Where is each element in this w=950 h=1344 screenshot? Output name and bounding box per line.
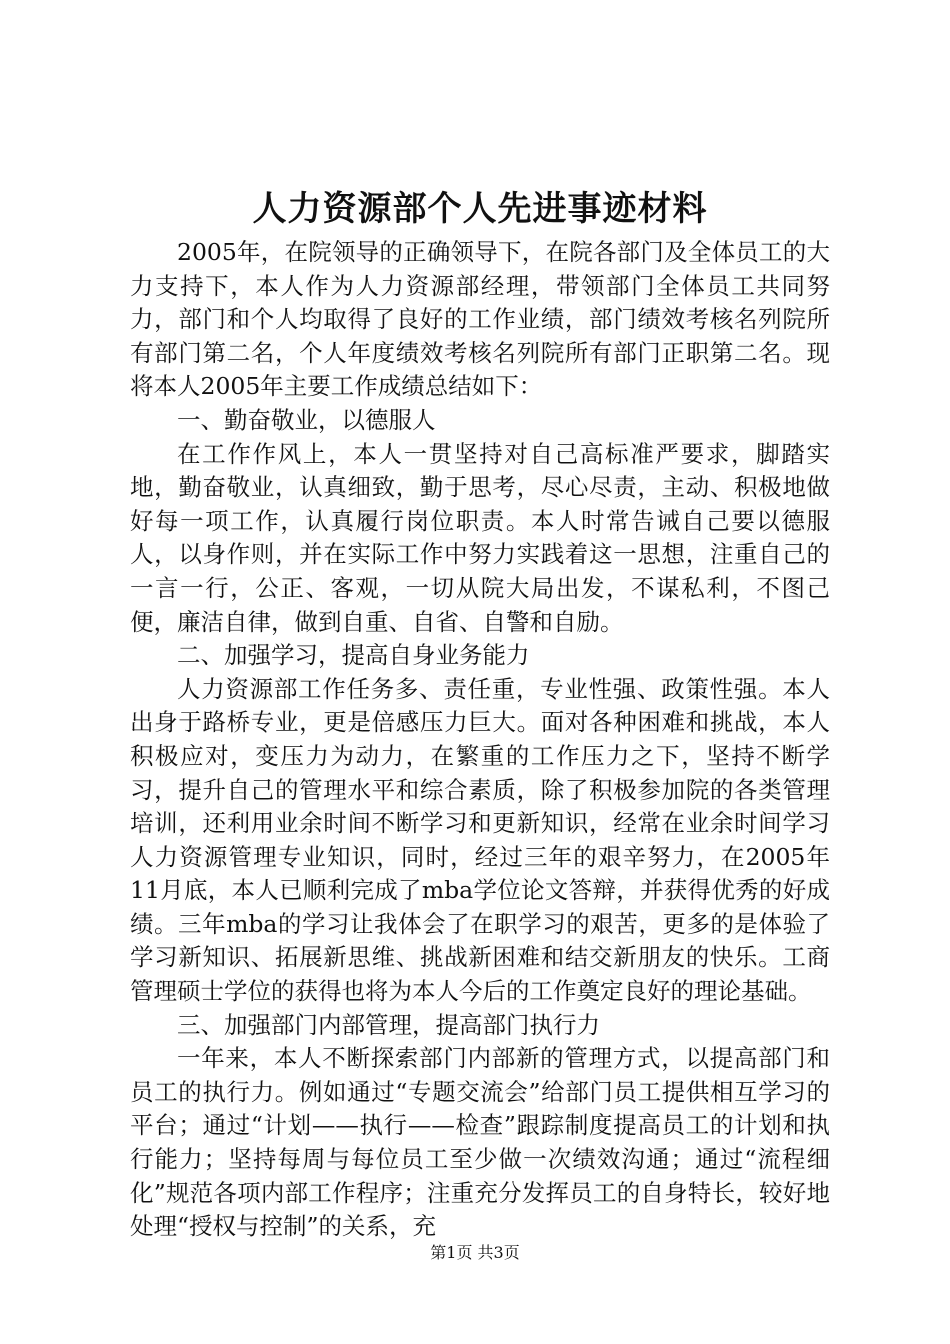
document-title: 人力资源部个人先进事迹材料 — [252, 189, 708, 229]
document-page — [130, 186, 830, 1244]
section-heading-3: 三、加强部门内部管理，提高部门执行力 — [177, 1010, 600, 1039]
paragraph-section-2: 人力资源部工作任务多、责任重，专业性强、政策性强。本人出身于路桥专业，更是倍感压力巨大。面对各种困难和挑战，本人积极应对，变压力为动力，在繁重的工作压力之下，坚持不断学习，提升自己的管理水平和综合素质，除了积极参加院的各类管理培训，还利用业余时间不断学习和更新知识，经常在业余时间学习人力资源管理专业知识，同时，经过三年的艰辛努力，在2005年11月底，本人已顺利完成了mba学位论文答辩，并获得优秀的好成绩。三年mba的学习让我体会了在职学习的艰苦，更多的是体验了学习新知识、拓展新思维、挑战新困难和结交新朋友的快乐。工商管理硕士学位的获得也将为本人今后的工作奠定良好的理论基础。 — [130, 674, 830, 1006]
section-heading-1: 一、勤奋敬业，以德服人 — [177, 405, 436, 434]
paragraph-intro: 2005年，在院领导的正确领导下，在院各部门及全体员工的大力支持下，本人作为人力资源部经理，带领部门全体员工共同努力，部门和个人均取得了良好的工作业绩，部门绩效考核名列院所有部门第二名，个人年度绩效考核名列院所有部门正职第二名。现将本人2005年主要工作成绩总结如下： — [130, 238, 830, 401]
section-heading-2: 二、加强学习，提高自身业务能力 — [177, 641, 530, 670]
document-body — [130, 236, 830, 1244]
paragraph-section-1: 在工作作风上，本人一贯坚持对自己高标准严要求，脚踏实地，勤奋敬业，认真细致，勤于思考，尽心尽责，主动、积极地做好每一项工作，认真履行岗位职责。本人时常告诫自己要以德服人，以身作则，并在实际工作中努力实践着这一思想，注重自己的一言一行，公正、客观，一切从院大局出发，不谋私利，不图己便，廉洁自律，做到自重、自省、自警和自励。 — [130, 439, 830, 636]
paragraph-section-3: 一年来，本人不断探索部门内部新的管理方式，以提高部门和员工的执行力。例如通过“专题交流会”给部门员工提供相互学习的平台；通过“计划——执行——检查”跟踪制度提高员工的计划和执行能力；坚持每周与每位员工至少做一次绩效沟通；通过“流程细化”规范各项内部工作程序；注重充分发挥员工的自身特长，较好地处理“授权与控制”的关系，充 — [130, 1044, 830, 1241]
page-footer: 第1页 共3页 — [430, 1243, 520, 1262]
